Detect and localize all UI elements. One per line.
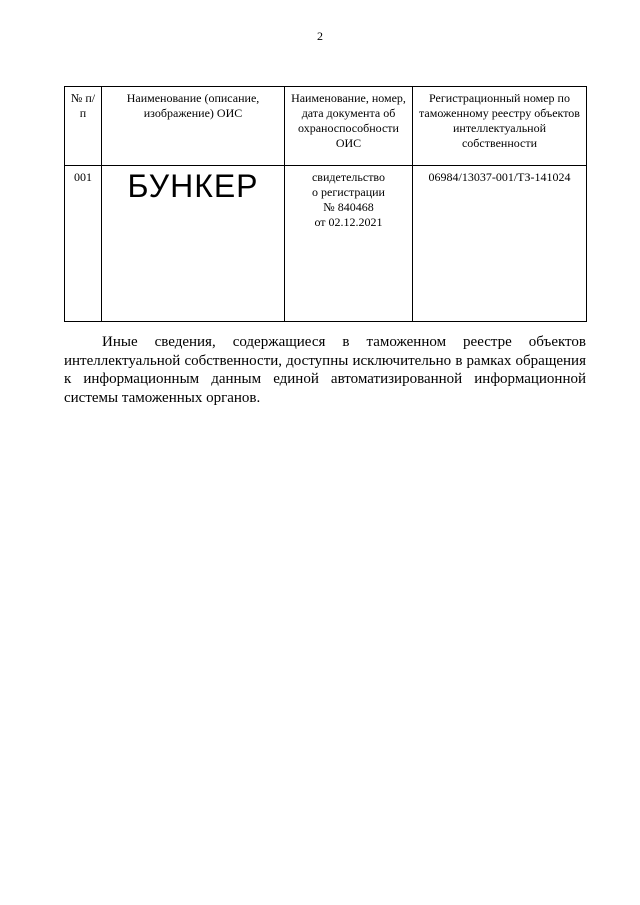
- cell-reg-number: 06984/13037-001/ТЗ-141024: [413, 166, 587, 322]
- document-line: свидетельство: [311, 170, 386, 184]
- trademark-image: БУНКЕР: [127, 168, 259, 204]
- cell-mark-image: [102, 166, 285, 322]
- header-num: № п/п: [65, 87, 102, 166]
- header-document: Наименование, номер, дата документа об охраноспособности ОИС: [285, 87, 413, 166]
- note-paragraph: Иные сведения, содержащиеся в таможенном реестре объектов интеллектуальной собственности, доступны исключительно в рамках обращения к информационным данным единой автоматизированной информационной системы таможенных органов.: [64, 334, 586, 406]
- document-line: от 02.12.2021: [314, 215, 383, 229]
- header-name: Наименование (описание, изображение) ОИС: [102, 87, 285, 166]
- table-row: [65, 166, 587, 322]
- page-number: 2: [317, 29, 323, 43]
- header-reg-number: Регистрационный номер по таможенному реестру объектов интеллектуальной собственности: [413, 87, 587, 166]
- table-header-row: [65, 87, 587, 166]
- ip-registry-table: [64, 86, 587, 322]
- cell-num: 001: [65, 166, 102, 322]
- document-line: № 840468: [323, 200, 374, 214]
- document-line: о регистрации: [312, 185, 385, 199]
- cell-document: [285, 166, 413, 322]
